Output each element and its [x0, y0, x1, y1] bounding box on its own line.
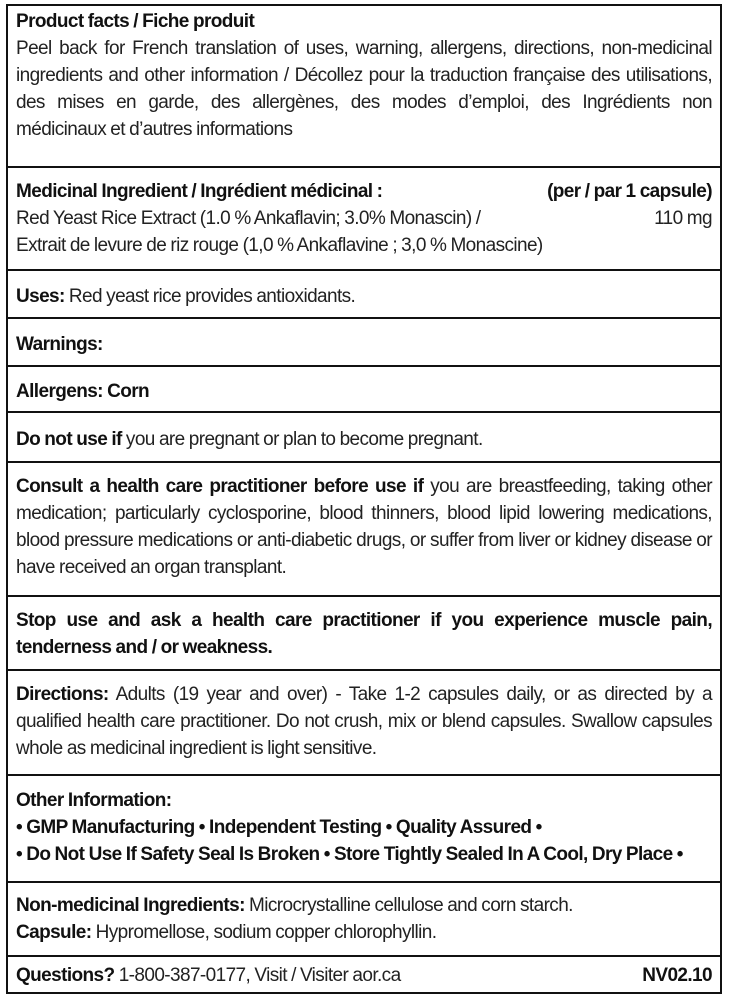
- other-info-label: Other Information:: [16, 790, 172, 811]
- warnings-label: Warnings:: [16, 334, 103, 355]
- consult-text: you are breastfeeding, taking other medication; particularly cyclosporine, blood thinners, blood lipid lowering medications, blood pressure medications or anti-diabetic drugs, or suffer from liver or kidney disease or have received an organ transplant.: [16, 476, 712, 578]
- medicinal-heading: Medicinal Ingredient / Ingrédient médicinal :: [16, 181, 383, 202]
- capsule-text: Hypromellose, sodium copper chlorophyllin.: [91, 922, 437, 943]
- warnings-section: [8, 319, 720, 367]
- stop-use-section: [8, 597, 720, 671]
- questions-label: Questions?: [16, 965, 115, 986]
- other-information-section: [8, 776, 720, 883]
- other-info-line-2: • Do Not Use If Safety Seal Is Broken • Store Tightly Sealed In A Cool, Dry Place •: [16, 844, 683, 865]
- do-not-use-section: [8, 413, 720, 463]
- contact-text: 1-800-387-0177, Visit / Visiter aor.ca: [114, 965, 401, 986]
- footer-section: [8, 957, 720, 992]
- uses-label: Uses:: [16, 286, 65, 307]
- directions-label: Directions:: [16, 684, 109, 705]
- directions-section: [8, 671, 720, 776]
- non-medicinal-label: Non-medicinal Ingredients:: [16, 895, 245, 916]
- allergens-label: Allergens: Corn: [16, 381, 150, 402]
- product-facts-label: [6, 4, 722, 994]
- allergens-section: [8, 367, 720, 413]
- uses-section: [8, 271, 720, 319]
- consult-label: Consult a health care practitioner before use if: [16, 476, 424, 497]
- product-facts-title: Product facts / Fiche produit: [16, 11, 255, 32]
- ingredient-french: Extrait de levure de riz rouge (1,0 % Ankaflavine ; 3,0 % Monascine): [16, 235, 543, 256]
- per-capsule-label: (per / par 1 capsule): [547, 181, 712, 202]
- non-medicinal-section: [8, 883, 720, 957]
- product-facts-intro: Peel back for French translation of uses, warning, allergens, directions, non-medicinal ingredients and other information / Décollez pour la traduction française des utilisations, des mises en garde, des allergènes, des modes d’emploi, des Ingrédients non médicinaux et d’autres informations: [16, 38, 712, 140]
- product-facts-section: [8, 6, 720, 168]
- ingredient-english: Red Yeast Rice Extract (1.0 % Ankaflavin; 3.0% Monascin) /: [16, 208, 481, 229]
- stop-use-text: Stop use and ask a health care practitioner if you experience muscle pain, tenderness and / or weakness.: [16, 610, 712, 658]
- do-not-use-text: you are pregnant or plan to become pregnant.: [121, 429, 483, 450]
- non-medicinal-text: Microcrystalline cellulose and corn starch.: [244, 895, 573, 916]
- directions-text: Adults (19 year and over) - Take 1-2 capsules daily, or as directed by a qualified health care practitioner. Do not crush, mix or blend capsules. Swallow capsules whole as medicinal ingredient is light sensitive.: [16, 684, 712, 759]
- other-info-line-1: • GMP Manufacturing • Independent Testing • Quality Assured •: [16, 817, 542, 838]
- ingredient-amount: 110 mg: [654, 208, 712, 229]
- medicinal-ingredient-section: [8, 168, 720, 271]
- consult-section: [8, 463, 720, 597]
- capsule-label: Capsule:: [16, 922, 92, 943]
- label-code: NV02.10: [642, 965, 712, 986]
- uses-text: Red yeast rice provides antioxidants.: [64, 286, 356, 307]
- do-not-use-label: Do not use if: [16, 429, 122, 450]
